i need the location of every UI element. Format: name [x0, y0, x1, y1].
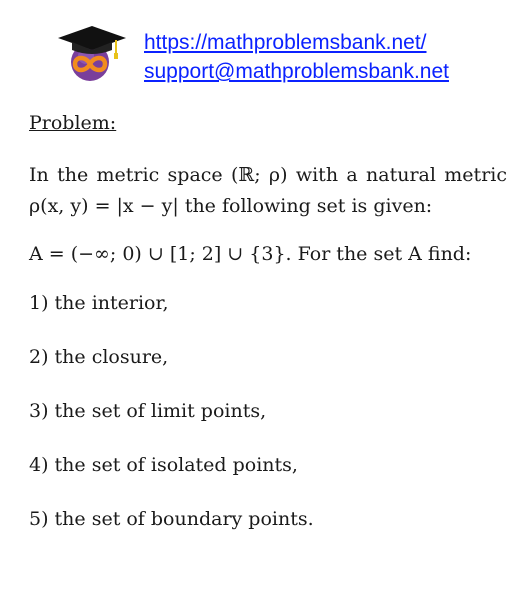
page-header	[56, 20, 496, 90]
set-definition: A = (−∞; 0) ∪ [1; 2] ∪ {3}. For the set A find:	[29, 243, 472, 265]
task-item-interior: 1) the interior,	[29, 292, 169, 314]
task-item-boundary-points: 5) the set of boundary points.	[29, 508, 314, 530]
task-item-limit-points: 3) the set of limit points,	[29, 400, 267, 422]
website-link[interactable]: https://mathproblemsbank.net/	[144, 31, 427, 54]
contact-links	[144, 28, 449, 86]
task-item-isolated-points: 4) the set of isolated points,	[29, 454, 298, 476]
problem-paragraph-line-1: In the metric space (ℝ; ρ) with a natural metric	[29, 164, 507, 186]
problem-paragraph-line-2: ρ(x, y) = |x − y| the following set is given:	[29, 195, 433, 217]
problem-content	[29, 112, 507, 561]
email-link[interactable]: support@mathproblemsbank.net	[144, 60, 449, 83]
mathproblemsbank-logo-icon	[56, 20, 128, 86]
problem-heading: Problem:	[29, 112, 117, 134]
task-item-closure: 2) the closure,	[29, 346, 169, 368]
